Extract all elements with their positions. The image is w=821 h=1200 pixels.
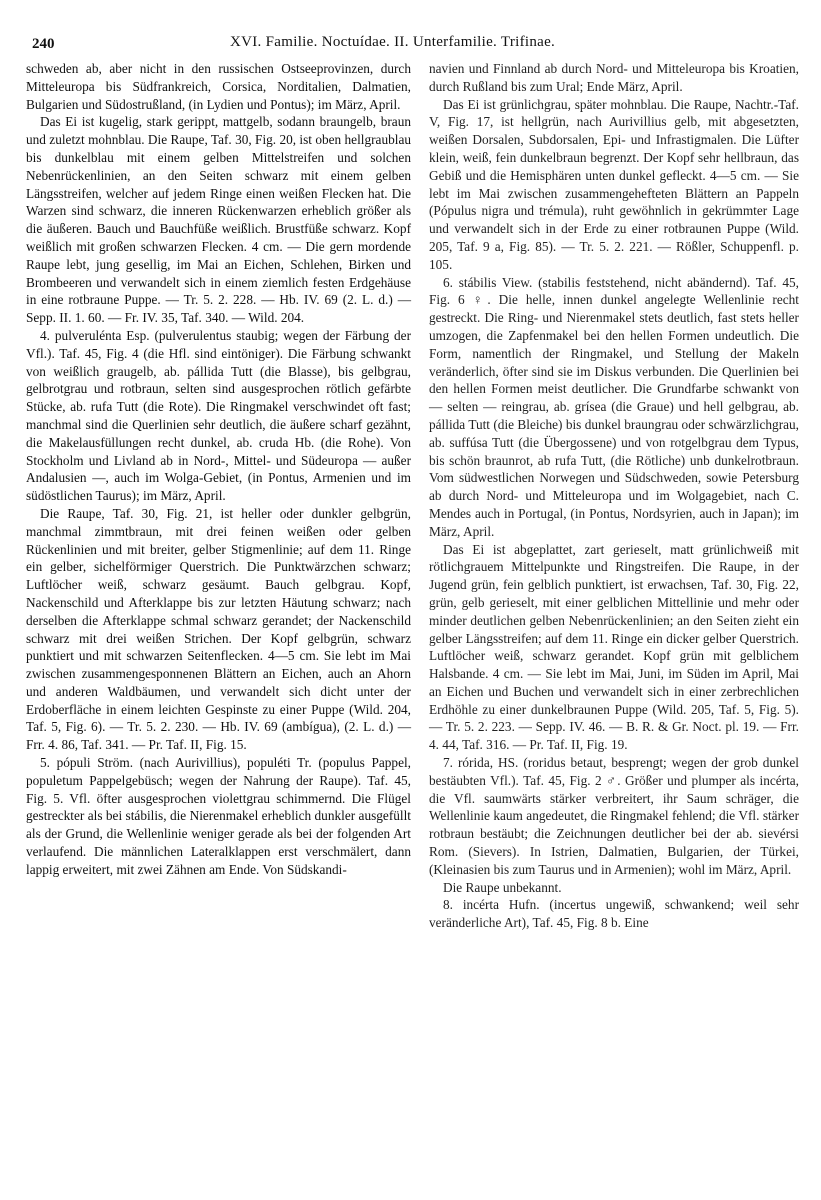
text-columns — [26, 60, 799, 932]
page-header — [26, 34, 799, 60]
species-entry-stabilis: 6. stábilis View. (stabilis feststehend, nicht abändernd). Taf. 45, Fig. 6 ♀. Die helle, innen dunkel angelegte Wellenlinie recht gestreckt. Die Ring- und Nierenmakel stets deutlich, fast stets heller umzogen, die Zapfenmakel bei den hellen Formen undeutlich. Die Form, namentlich der Ringmakel, und Stellung der Makeln veränderlich, öfter sind sie im Diskus verbunden. Die Querlinien bei den hellen Formen meist deutlicher. Die Grundfarbe schwankt von — selten — reingrau, ab. grísea (die Graue) und hell gelbgrau, ab. pállida Tutt (die Bleiche) bis dunkel braungrau oder schwärzlichgrau, ab. suffúsa Tutt (die Übergossene) und von rotgelbgrau dem Typus, bis schön braunrot, ab rufa Tutt, (die Rötliche) unb dunkelrotbraun. Vom südwestlichen Norwegen und Südschweden, sowie Petersburg ab durch Nord- und Mitteleuropa und im Wolgagebiet, nach C. Mendes auch in Portugal, (in Pontus, Nordsyrien, auch in Japan); im März, April. — [429, 274, 799, 539]
species-entry-pulverulenta: 4. pulverulénta Esp. (pulverulentus staubig; wegen der Färbung der Vfl.). Taf. 45, Fig. 4 (die Hfl. sind eintöniger). Die Färbung schwankt von weißlich graugelb, ab. pállida Tutt (die Blasse), bis gelbgrau, gelbrotgrau und rotbraun, selten sind ausgesprochen rötlich gefärbte Stücke, ab. rufa Tutt (die Rote). Die Ringmakel verschwindet oft fast; manchmal sind die Querlinien sehr deutlich, die äußere scharf gezähnt, die Makelausfüllungen recht dunkel, ab. cruda Hb. (die Rohe). Von Stockholm und Livland ab in Nord-, Mittel- und Südeuropa — außer Andalusien —, auch im Wolga-Gebiet, (in Pontus, Armenien und im südöstlichen Taurus); im März, April. — [26, 327, 411, 504]
paragraph: Das Ei ist kugelig, stark gerippt, mattgelb, sodann braungelb, braun und zuletzt mohnblau. Die Raupe, Taf. 30, Fig. 20, ist oben hellgraublau bis dunkelblau mit einem gelben Mittelstreifen und solchen Nebenrückenlinien, an den Seiten schwarz mit einem gelben Längsstreifen, welcher auf jedem Ringe einen weißen Flecken hat. Die Warzen sind schwarz, die inneren Rückenwarzen erheblich größer als die äußeren. Bauch und Bauchfüße weißlich. Brustfüße schwarz. Kopf weißlich mit großen schwarzen Flecken. 4 cm. — Die gern mordende Raupe lebt, jung gesellig, im Mai an Eichen, Schlehen, Birken und Brombeeren und verwandelt sich in einem ziemlich festen Erdgehäuse in eine rotbraune Puppe. — Tr. 5. 2. 228. — Hb. IV. 69 (2. L. d.) — Sepp. II. 1. 60. — Fr. IV. 35, Taf. 340. — Wild. 204. — [26, 114, 411, 326]
species-entry-populi: 5. pópuli Ström. (nach Aurivillius), populéti Tr. (populus Pappel, populetum Pappelgebüsch; wegen der Nahrung der Raupe). Taf. 45, Fig. 5. Vfl. öfter ausgesprochen violettgrau schimmernd. Die Flügel gestreckter als bei stábilis, die Nierenmakel erheblich dunkler ausgefüllt als der Grund, die Wellenlinie weniger gerade als bei der folgenden Art verlaufend. Die männlichen Lateralklappen erst verschmälert, dann lappig erweitert, mit zwei Zähnen am Ende. Von Südskandi- — [26, 755, 411, 877]
species-entry-rorida: 7. rórida, HS. (roridus betaut, besprengt; wegen der grob dunkel bestäubten Vfl.). Taf. 45, Fig. 2 ♂. Größer und plumper als incérta, die Vfl. saumwärts stärker verbreitert, ihr Saum schräger, die Wellenlinie kaum angedeutet, die Ringmakel fehlend; die Vfl. stärker rotbraun bestäubt; die Zeichnungen deutlicher bei der ab. sievérsi Rom. (Sievers). In Istrien, Dalmatien, Bulgarien, der Türkei, (Kleinasien bis zum Taurus und in Armenien); wohl im März, April. — [429, 755, 799, 877]
paragraph: Die Raupe, Taf. 30, Fig. 21, ist heller oder dunkler gelbgrün, manchmal zimmtbraun, mit drei feinen weißen oder gelben Rückenlinien und mit breiter, gelber Stigmenlinie; auf dem 11. Ringe ein gelber, sichelförmiger Querstrich. Die Punktwärzchen schwarz; Luftlöcher weiß, schwarz gesäumt. Bauch gelbgrau. Kopf, Nackenschild und Afterklappe bis zur letzten Häutung schwarz; nach derselben die Afterklappe schmal schwarz gerandet; der Nackenschild schwarz mit drei weißen Strichen. Der Kopf gelbgrün, schwarz punktiert und mit schwarzen Seitenflecken. 4—5 cm. Sie lebt im Mai zwischen zusammengesponnenen Blättern an Eichen, auch an Ahorn und anderen Waldbäumen, und verwandelt sich dicht unter der Erdoberfläche in einem leichten Gespinste zu einer Puppe (Wild. 204, Taf. 5, Fig. 6). — Tr. 5. 2. 230. — Hb. IV. 69 (ambígua), (2. L. d.) — Frr. 4. 86, Taf. 341. — Pr. Taf. II, Fig. 15. — [26, 505, 411, 753]
paragraph: navien und Finnland ab durch Nord- und Mitteleuropa bis Kroatien, durch Rußland bis zum Ural; Ende März, April. — [429, 61, 799, 94]
left-column — [26, 60, 411, 932]
page-number: 240 — [32, 36, 55, 52]
species-entry-incerta: 8. incérta Hufn. (incertus ungewiß, schwankend; weil sehr veränderliche Art), Taf. 45, Fig. 8 b. Eine — [429, 897, 799, 931]
running-title: XVI. Familie. Noctuídae. II. Unterfamilie. Trifinae. — [230, 34, 556, 50]
paragraph: Das Ei ist grünlichgrau, später mohnblau. Die Raupe, Nachtr.-Taf. V, Fig. 17, ist hellgrün, nach Aurivillius gelb, mit abgesetzten, weißen Dorsalen, Subdorsalen, Epi- und Infrastigmalen. Die Lüfter klein, weiß, fein dunkelbraun begrenzt. Der Kopf sehr hellbraun, das Gebiß und die Hemisphären unten dunkel gefleckt. 4—5 cm. — Sie lebt im Mai zwischen zusammengehefteten Blättern an Pappeln (Pópulus nigra und trémula), ruht gewöhnlich in gekrümmter Lage und verwandelt sich in der Erde zu einer rotbraunen Puppe (Wild. 205, Taf. 9 a, Fig. 85). — Tr. 5. 2. 221. — Rößler, Schuppenfl. p. 105. — [429, 96, 799, 272]
paragraph: schweden ab, aber nicht in den russischen Ostseeprovinzen, durch Mitteleuropa bis Südfrankreich, Corsica, Norditalien, Dalmatien, Bulgarien und Südostrußland, (in Lydien und Pontus); im März, April. — [26, 61, 411, 112]
paragraph: Die Raupe unbekannt. — [443, 879, 562, 895]
paragraph: Das Ei ist abgeplattet, zart gerieselt, matt grünlichweiß mit rötlichgrauem Mittelpunkte und Ringstreifen. Die Raupe, in der Jugend grün, fein gelblich punktiert, ist erwachsen, Taf. 30, Fig. 22, grün, gelb gerieselt, mit einer gelblichen Mittellinie und mehr oder minder deutlichen gelben Nebenrückenlinien; an den Seiten zieht ein gelber Längsstreifen; auf dem 11. Ringe ein dicker gelber Querstrich. Luftlöcher weiß, schwarz gerandet. Kopf grün mit gelblichem Halsbande. 4 cm. — Sie lebt im Mai, Juni, im Süden im April, Mai an Eichen und Buchen und verwandelt sich in einer zerbrechlichen Erdhöhle zu einer dunkelbraunen Puppe (Wild. 205, Taf. 5, Fig. 5). — Tr. 5. 2. 223. — Sepp. IV. 46. — B. R. & Gr. Noct. pl. 19. — Frr. 4. 44, Taf. 316. — Pr. Taf. II, Fig. 19. — [429, 541, 799, 753]
right-column — [429, 60, 799, 932]
